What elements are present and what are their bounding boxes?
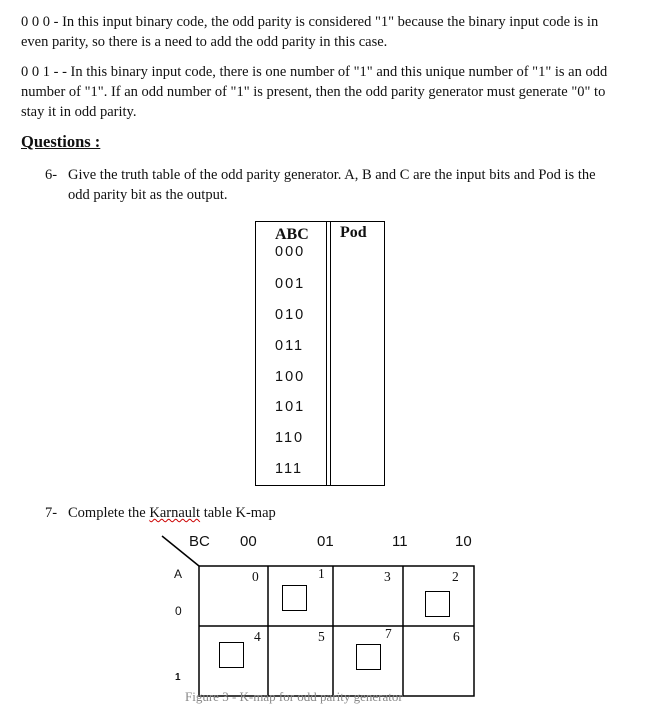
kmap-cell-index: 3 [384,569,391,584]
kmap-cell-index: 1 [318,566,325,581]
paragraph-001-explanation: 0 0 1 - - In this binary input code, there is one number of "1" and this unique number of "1" is an odd number of "1". If an odd number of "1" is present, then the odd parity generator must generate "0" to stay it in odd parity. [21,64,608,120]
kmap-row-header: 1 [175,672,181,683]
question-7-number: 7- [45,505,58,521]
kmap-label-a: A [174,567,183,581]
kmap-answer-box[interactable] [282,585,307,611]
kmap-row-header: 0 [175,604,182,618]
kmap-answer-box[interactable] [219,642,244,668]
kmap-cell-index: 7 [385,626,392,641]
kmap-column-header: 01 [317,533,334,550]
question-7-text-after: table K-map [200,505,276,521]
questions-heading: Questions : [21,132,101,151]
truth-table-row: 000 [275,244,306,260]
truth-table-row: 100 [275,369,306,385]
kmap-border [199,566,474,696]
kmap-answer-box[interactable] [425,591,450,617]
question-6-text: Give the truth table of the odd parity generator. A, B and C are the input bits and Pod is the odd parity bit as the output. [68,167,596,203]
kmap-column-header: 00 [240,533,257,550]
truth-table-row: 110 [275,430,305,446]
question-7-misspelled-word: Karnault [149,505,201,521]
truth-table-row: 101 [275,399,306,415]
truth-table-header-inputs: ABC [275,226,309,243]
figure-caption: Figure 3 - K-map for odd parity generator [185,689,403,704]
truth-table-row: 011 [275,338,305,354]
kmap-column-header: 10 [455,533,472,550]
kmap-label-bc: BC [189,533,210,550]
kmap-cell-index: 6 [453,629,460,644]
kmap-column-header: 11 [392,533,408,550]
kmap-cell-index: 2 [452,569,459,584]
paragraph-000-explanation: 0 0 0 - In this input binary code, the odd parity is considered "1" because the binary input code is in even parity, so there is a need to add the odd parity in this case. [21,14,599,50]
kmap-cell-index: 0 [252,569,259,584]
kmap-cell-index: 4 [254,629,261,644]
truth-table-row: 001 [275,276,306,292]
truth-table-row: 010 [275,307,306,323]
truth-table-row: 111 [275,461,304,477]
truth-table-header-output: Pod [340,224,367,241]
question-6-number: 6- [45,167,58,183]
question-7-text-before: Complete the [68,505,150,521]
kmap-answer-box[interactable] [356,644,381,670]
kmap-cell-index: 5 [318,629,325,644]
